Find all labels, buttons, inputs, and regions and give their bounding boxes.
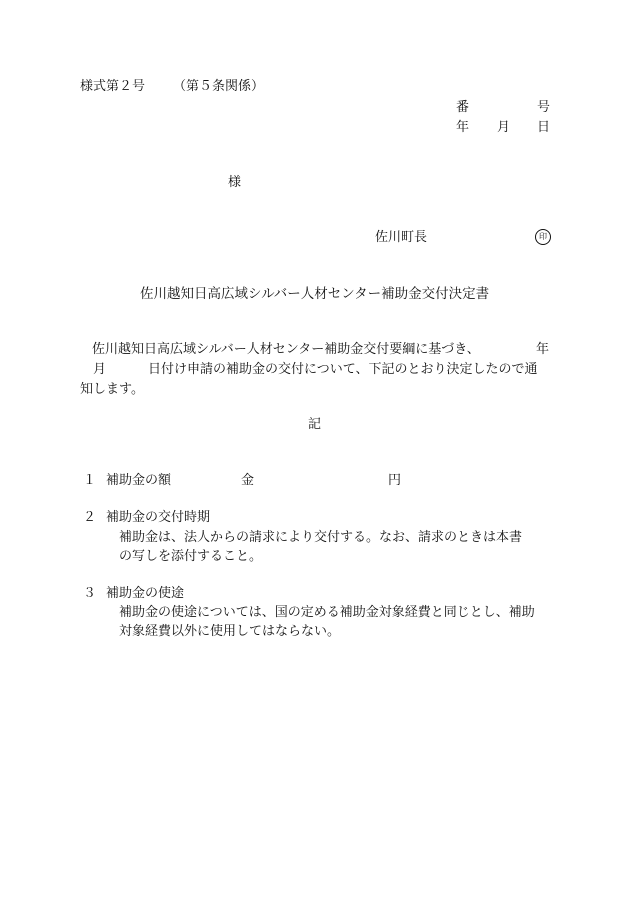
date-day: 日	[537, 120, 551, 135]
item-3-label: 補助金の使途	[106, 586, 185, 601]
item-3-number: ３	[83, 586, 97, 601]
issuer-title: 佐川町長	[375, 230, 428, 245]
item-1-label: 補助金の額	[106, 473, 172, 488]
recipient-honorific: 様	[228, 175, 242, 190]
body-line-2-month: 月	[93, 362, 107, 377]
body-line-3: 知します。	[80, 382, 144, 397]
reference-go: 号	[537, 100, 551, 115]
form-relation: （第５条関係）	[173, 79, 265, 94]
item-2-text-line-1: 補助金は、法人からの請求により交付する。なお、請求のときは本書	[119, 530, 523, 545]
body-line-1: 佐川越知日高広域シルバー人材センター補助金交付要綱に基づき、	[92, 342, 480, 357]
item-2-text-line-2: の写しを添付すること。	[119, 549, 263, 564]
item-3-text-line-2: 対象経費以外に使用してはならない。	[119, 624, 341, 639]
seal-icon: 印	[535, 229, 551, 245]
ki-heading: 記	[308, 417, 322, 432]
document-title: 佐川越知日高広域シルバー人材センター補助金交付決定書	[140, 286, 490, 302]
date-year: 年	[456, 120, 470, 135]
reference-ban: 番	[456, 100, 470, 115]
body-line-1-year: 年	[536, 342, 550, 357]
item-1-number: １	[83, 473, 97, 488]
item-2-label: 補助金の交付時期	[106, 510, 211, 525]
item-3-text-line-1: 補助金の使途については、国の定める補助金対象経費と同じとし、補助	[119, 605, 535, 620]
item-1-yen: 円	[388, 473, 402, 488]
date-month: 月	[497, 120, 511, 135]
form-number: 様式第２号	[80, 79, 146, 94]
item-1-kin: 金	[241, 473, 255, 488]
body-line-2: 日付け申請の補助金の交付について、下記のとおり決定したので通	[148, 362, 538, 377]
item-2-number: ２	[83, 510, 97, 525]
